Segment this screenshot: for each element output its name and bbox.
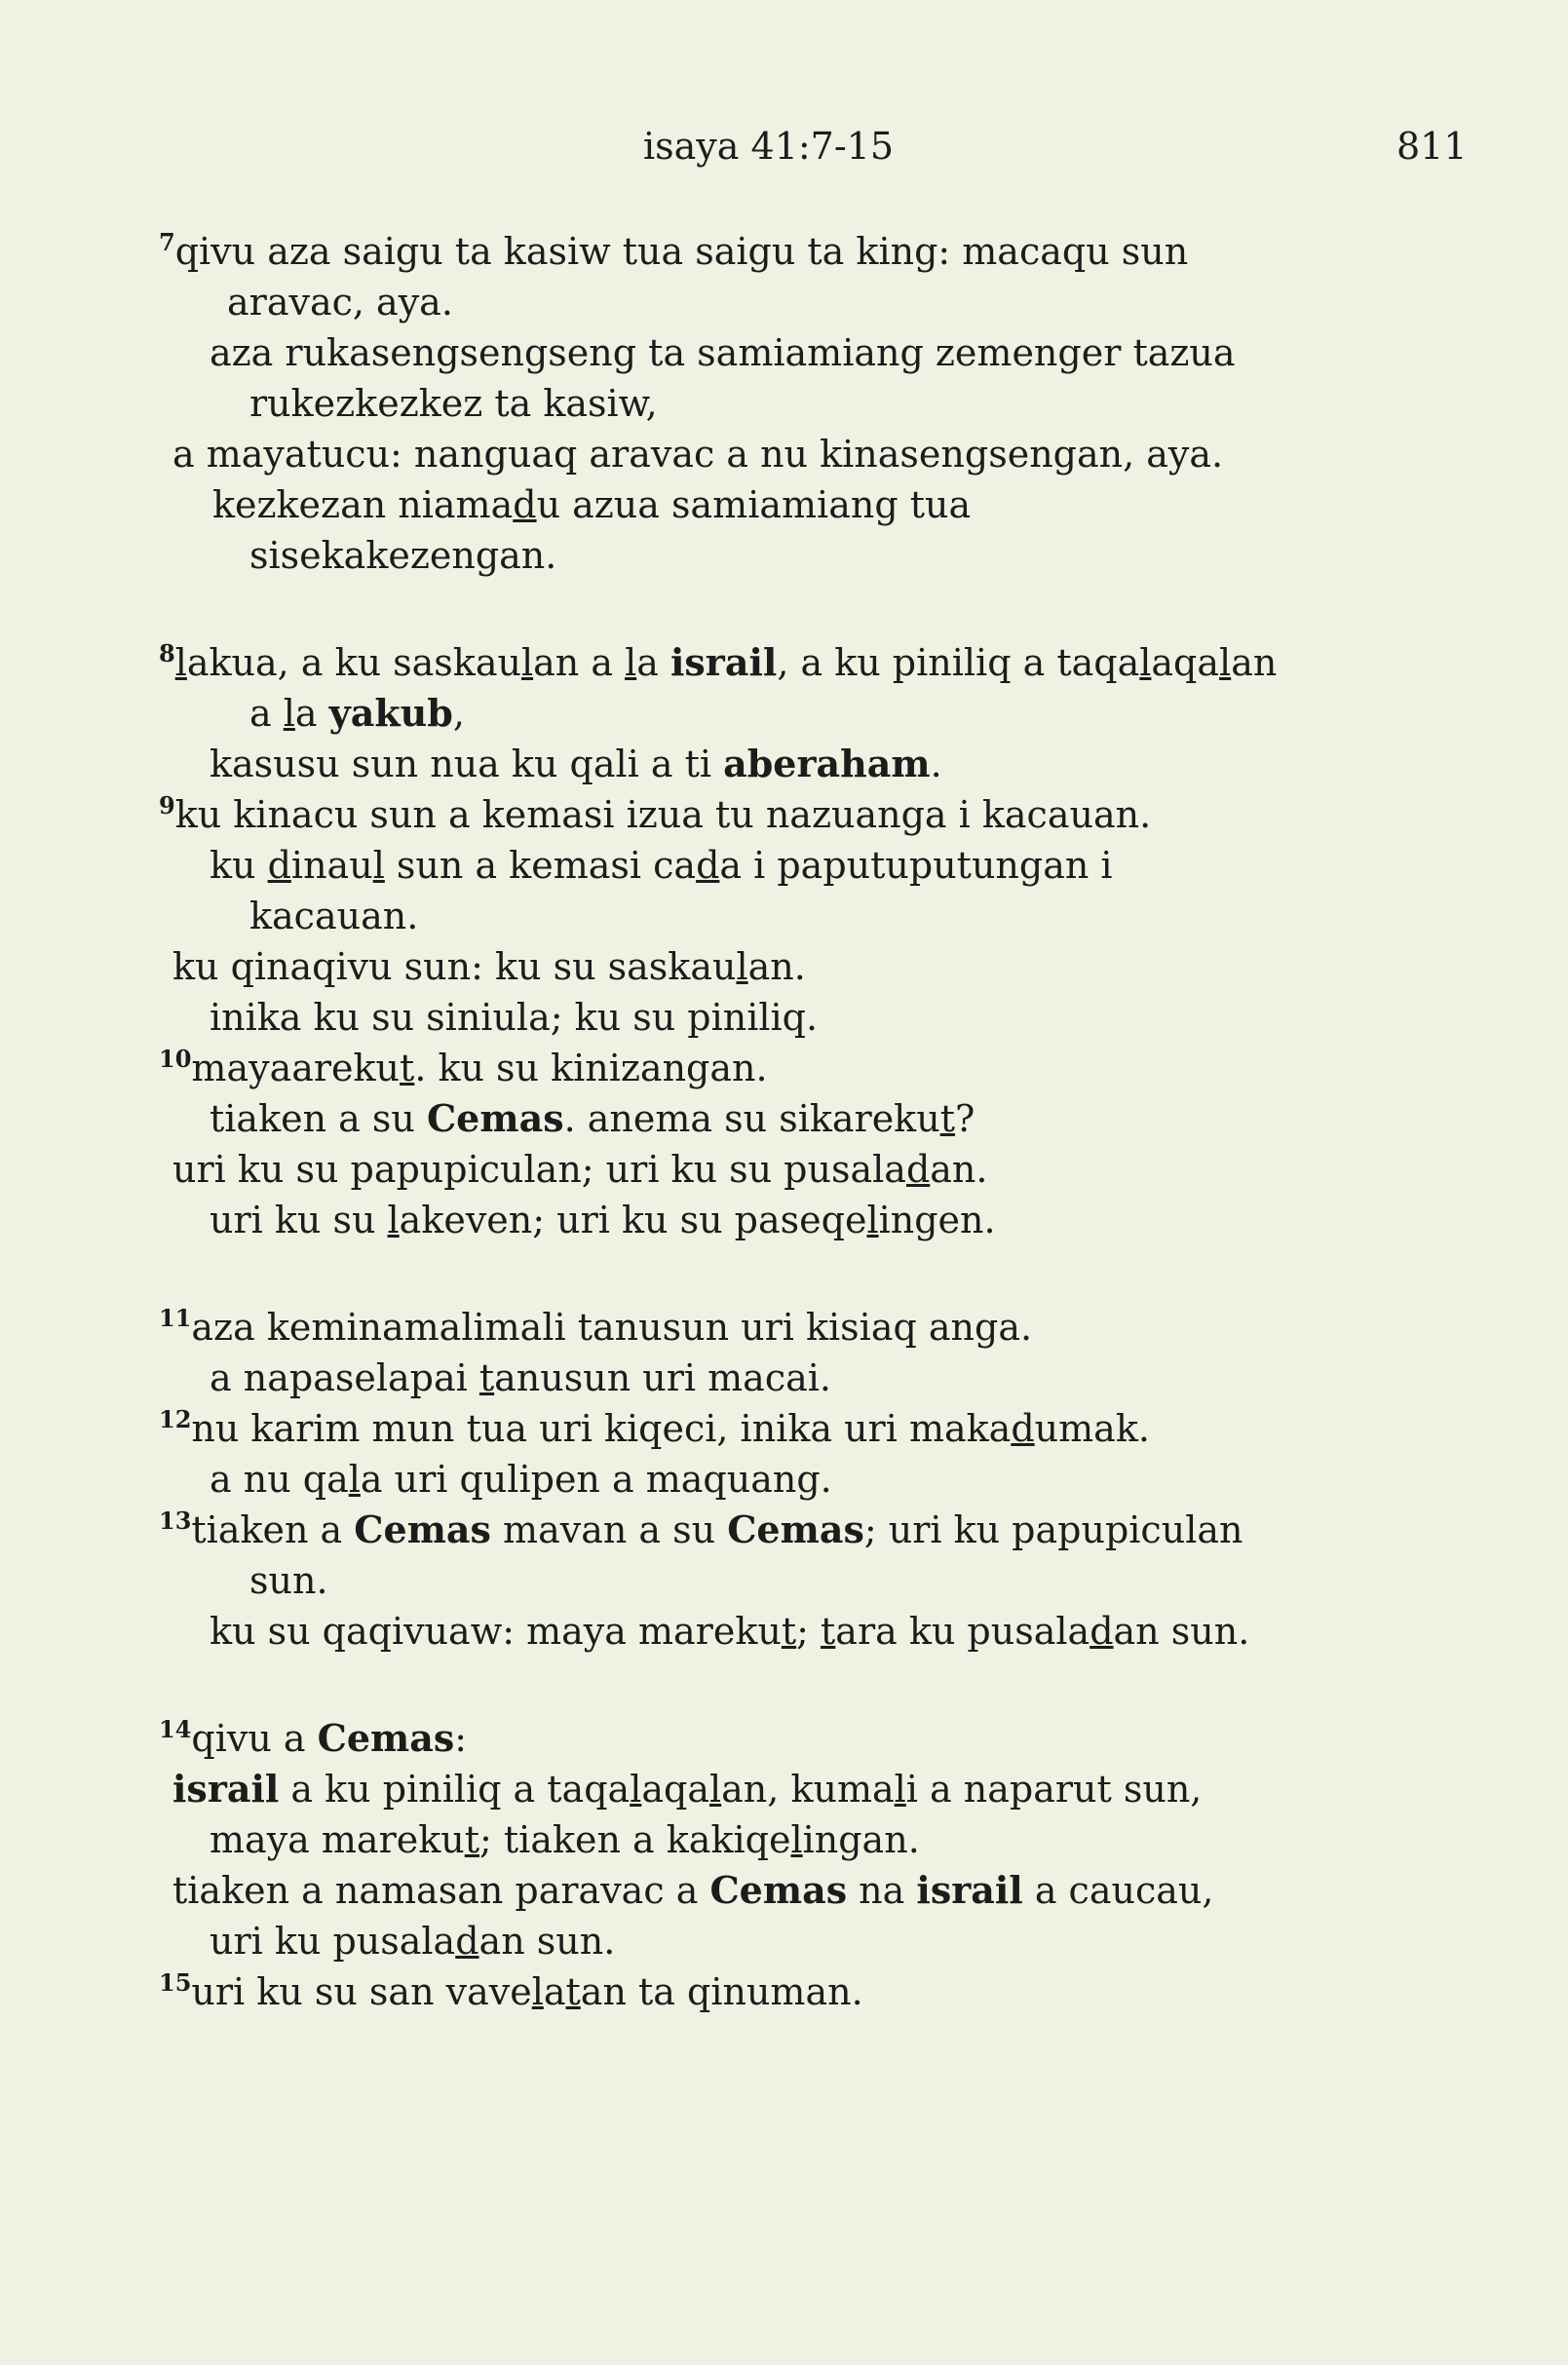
- text-segment: maya mareku: [210, 1818, 465, 1861]
- text-segment: ara ku pusala: [835, 1610, 1090, 1653]
- text-segment: sisekakezengan.: [249, 534, 557, 577]
- text-segment: an a: [533, 641, 626, 684]
- text-line: [159, 1713, 467, 1769]
- text-line: [159, 1302, 1032, 1357]
- text-line: [172, 429, 1223, 479]
- text-line: [210, 992, 818, 1043]
- bold-name: Cemas: [426, 1096, 564, 1140]
- text-segment: kasusu sun nua ku qali a ti: [210, 743, 724, 785]
- text-segment: an: [1231, 641, 1278, 684]
- bold-name: israil: [916, 1868, 1023, 1912]
- underlined-letter: l: [174, 641, 187, 684]
- underlined-letter: l: [520, 641, 534, 684]
- text-segment: an.: [930, 1148, 988, 1191]
- text-segment: rukezkezkez ta kasiw,: [249, 382, 658, 425]
- text-segment: mavan a su: [490, 1508, 728, 1551]
- underlined-letter: l: [372, 844, 385, 887]
- text-segment: ku su qaqivuaw: maya mareku: [210, 1610, 782, 1653]
- bold-name: Cemas: [709, 1868, 848, 1912]
- text-segment: ; uri ku papupiculan: [863, 1508, 1243, 1551]
- text-segment: sun.: [249, 1559, 328, 1602]
- verse-number: 14: [159, 1715, 192, 1743]
- text-segment: tiaken a: [191, 1508, 355, 1551]
- text-segment: an sun.: [478, 1920, 616, 1963]
- text-segment: mayaareku: [191, 1047, 401, 1089]
- text-segment: ku qinaqivu sun: ku su saskau: [172, 945, 737, 988]
- underlined-letter: l: [387, 1199, 400, 1241]
- underlined-letter: l: [894, 1768, 906, 1811]
- text-segment: sun a kemasi ca: [384, 844, 697, 887]
- underlined-letter: d: [696, 844, 720, 887]
- text-line: [210, 327, 1236, 378]
- verse-number: 15: [159, 1968, 192, 1997]
- page-number: 811: [1396, 125, 1468, 168]
- underlined-letter: l: [625, 641, 637, 684]
- text-line: [249, 378, 658, 429]
- text-segment: kacauan.: [249, 895, 419, 937]
- text-segment: aza rukasengsengseng ta samiamiang zemenger tazua: [210, 331, 1236, 374]
- text-line: [249, 530, 556, 581]
- text-segment: an sun.: [1113, 1610, 1250, 1653]
- underlined-letter: l: [531, 1970, 544, 2013]
- underlined-letter: d: [267, 844, 291, 887]
- text-segment: a: [636, 641, 670, 684]
- text-segment: a uri qulipen a maquang.: [360, 1458, 832, 1501]
- text-segment: ku kinacu sun a kemasi izua tu nazuanga i kacauan.: [174, 793, 1152, 836]
- chapter-reference: isaya 41:7-15: [643, 125, 895, 168]
- text-line: [212, 479, 971, 530]
- text-segment: tiaken a su: [210, 1097, 427, 1140]
- text-segment: nu karim mun tua uri kiqeci, inika uri maka: [191, 1407, 1012, 1450]
- text-segment: a caucau,: [1022, 1869, 1214, 1912]
- text-line: [159, 1403, 1150, 1459]
- bold-name: aberaham: [723, 742, 931, 785]
- underlined-letter: l: [630, 1768, 642, 1811]
- verse-number: 9: [159, 791, 175, 820]
- bold-name: israil: [172, 1767, 280, 1811]
- text-line: [210, 1454, 832, 1505]
- text-segment: a: [543, 1970, 566, 2013]
- underlined-letter: l: [348, 1458, 361, 1501]
- verse-number: 11: [159, 1304, 192, 1332]
- text-line: [210, 739, 942, 789]
- text-line: [172, 1764, 1202, 1814]
- text-line: [210, 1814, 920, 1865]
- text-segment: . anema su sikareku: [563, 1097, 940, 1140]
- text-line: [159, 789, 1151, 845]
- text-segment: , a ku piniliq a taqa: [777, 641, 1140, 684]
- text-segment: umak.: [1034, 1407, 1150, 1450]
- underlined-letter: t: [939, 1097, 955, 1140]
- text-segment: aqa: [1151, 641, 1220, 684]
- text-segment: .: [930, 743, 942, 785]
- underlined-letter: d: [905, 1148, 931, 1191]
- underlined-letter: t: [478, 1356, 495, 1399]
- text-segment: inau: [290, 844, 373, 887]
- text-segment: a napaselapai: [210, 1356, 479, 1399]
- text-segment: a: [294, 692, 329, 735]
- text-line: [210, 1916, 615, 1966]
- text-segment: uri ku pusala: [210, 1920, 456, 1963]
- underlined-letter: l: [866, 1199, 879, 1241]
- text-line: [210, 1195, 996, 1245]
- text-segment: uri ku su papupiculan; uri ku su pusala: [172, 1148, 906, 1191]
- text-segment: a i paputuputungan i: [719, 844, 1113, 887]
- text-line: [172, 1865, 1213, 1916]
- text-segment: uri ku su: [210, 1199, 388, 1241]
- text-segment: uri ku su san vave: [191, 1970, 532, 2013]
- text-segment: tiaken a namasan paravac a: [172, 1869, 710, 1912]
- text-segment: ?: [954, 1097, 975, 1140]
- text-segment: an.: [747, 945, 806, 988]
- underlined-letter: d: [455, 1920, 479, 1963]
- underlined-letter: l: [1219, 641, 1232, 684]
- text-segment: qivu aza saigu ta kasiw tua saigu ta king: macaqu sun: [174, 230, 1189, 273]
- bold-name: israil: [669, 640, 778, 684]
- text-segment: anusun uri macai.: [494, 1356, 831, 1399]
- underlined-letter: t: [400, 1047, 415, 1089]
- underlined-letter: l: [736, 945, 748, 988]
- underlined-letter: t: [565, 1970, 581, 2013]
- text-line: [227, 277, 453, 327]
- text-line: [249, 688, 465, 739]
- text-segment: kezkezan niama: [212, 483, 514, 526]
- text-segment: an ta qinuman.: [580, 1970, 863, 2013]
- text-segment: aza keminamalimali tanusun uri kisiaq anga.: [191, 1306, 1033, 1349]
- text-segment: ingan.: [802, 1818, 920, 1861]
- verse-number: 12: [159, 1405, 192, 1433]
- bold-name: Cemas: [727, 1507, 864, 1551]
- text-segment: a: [249, 692, 284, 735]
- text-line: [172, 941, 806, 992]
- text-segment: ku: [210, 844, 268, 887]
- underlined-letter: d: [513, 483, 537, 526]
- underlined-letter: t: [464, 1818, 480, 1861]
- underlined-letter: l: [790, 1818, 803, 1861]
- text-segment: qivu a: [191, 1717, 318, 1760]
- text-line: [159, 1043, 768, 1098]
- text-segment: a ku piniliq a taqa: [279, 1768, 631, 1811]
- bold-name: Cemas: [317, 1716, 455, 1760]
- underlined-letter: t: [821, 1610, 836, 1653]
- text-line: [159, 1966, 863, 2022]
- running-header: [0, 125, 1568, 183]
- text-segment: u azua samiamiang tua: [536, 483, 972, 526]
- verse-number: 13: [159, 1507, 192, 1535]
- underlined-letter: l: [1139, 641, 1152, 684]
- text-segment: ; tiaken a kakiqe: [479, 1818, 791, 1861]
- bold-name: yakub: [328, 691, 453, 735]
- text-segment: ,: [452, 692, 465, 735]
- text-segment: akeven; uri ku su paseqe: [399, 1199, 867, 1241]
- text-segment: a mayatucu: nanguaq aravac a nu kinasengsengan, aya.: [172, 433, 1224, 476]
- underlined-letter: t: [781, 1610, 797, 1653]
- text-segment: ingen.: [878, 1199, 996, 1241]
- underlined-letter: l: [709, 1768, 722, 1811]
- text-segment: ;: [796, 1610, 822, 1653]
- text-segment: inika ku su siniula; ku su piniliq.: [210, 996, 819, 1039]
- text-line: [210, 1093, 975, 1144]
- text-segment: aravac, aya.: [227, 281, 453, 324]
- text-line: [172, 1144, 988, 1195]
- underlined-letter: l: [283, 692, 295, 735]
- text-segment: na: [847, 1869, 917, 1912]
- text-segment: akua, a ku saskau: [186, 641, 521, 684]
- text-line: [159, 1505, 1243, 1560]
- text-segment: an, kuma: [721, 1768, 895, 1811]
- verse-number: 10: [159, 1045, 192, 1073]
- text-line: [249, 891, 418, 941]
- verse-number: 7: [159, 228, 175, 256]
- text-segment: aqa: [641, 1768, 709, 1811]
- underlined-letter: d: [1011, 1407, 1035, 1450]
- text-line: [159, 637, 1277, 693]
- text-line: [210, 1606, 1249, 1657]
- bold-name: Cemas: [354, 1507, 491, 1551]
- verse-number: 8: [159, 639, 175, 668]
- text-segment: :: [454, 1717, 468, 1760]
- text-segment: i a naparut sun,: [905, 1768, 1203, 1811]
- underlined-letter: d: [1090, 1610, 1114, 1653]
- text-segment: a nu qa: [210, 1458, 349, 1501]
- text-line: [159, 226, 1188, 282]
- text-line: [249, 1555, 328, 1606]
- text-line: [210, 840, 1113, 891]
- text-segment: . ku su kinizangan.: [414, 1047, 768, 1089]
- text-line: [210, 1353, 831, 1403]
